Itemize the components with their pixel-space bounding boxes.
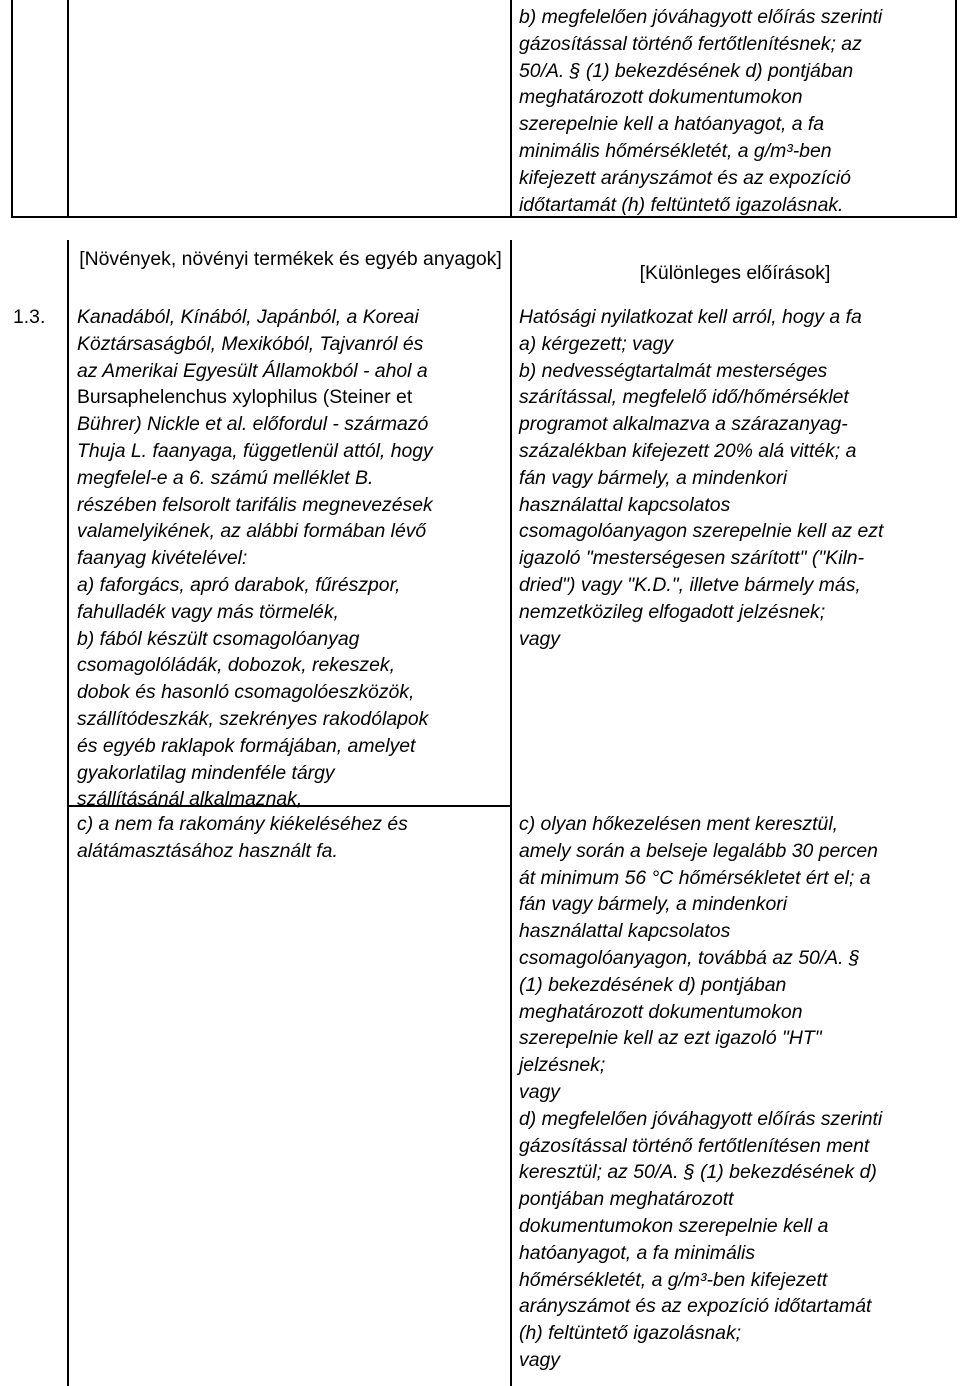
middle-line: alátámasztásához használt fa. <box>77 839 338 862</box>
middle-line: fahulladék vagy más törmelék, <box>77 600 339 623</box>
middle-line: b) fából készült csomagolóanyag <box>77 627 360 650</box>
top-right-line: kifejezett arányszámot és az expozíció <box>519 166 851 189</box>
right-cell-text-c <box>519 811 882 1374</box>
middle-line: faanyag kivételével: <box>77 547 248 570</box>
right-line: meghatározott dokumentumokon <box>519 1000 803 1023</box>
middle-line: gyakorlatilag mindenféle tárgy <box>77 761 335 784</box>
middle-cell-text-c <box>77 811 408 865</box>
right-line: dried") vagy "K.D.", illetve bármely más, <box>519 573 861 596</box>
row-number-text: 1.3. <box>13 306 46 328</box>
right-line: fán vagy bármely, a mindenkori <box>519 466 788 489</box>
right-line: szárítással, megfelelő idő/hőmérséklet <box>519 386 849 409</box>
middle-line: szállítódeszkák, szekrényes rakodólapok <box>77 707 429 730</box>
middle-line: megfelel-e a 6. számú melléklet B. <box>77 466 374 489</box>
right-line: szerepelnie kell az ezt igazoló "HT" <box>519 1027 822 1050</box>
column-divider-1-lower <box>67 240 69 1386</box>
top-right-line: gázosítással történő fertőtlenítésnek; az <box>519 32 862 55</box>
right-cell-text-a <box>519 304 883 652</box>
middle-cell-text <box>77 304 433 813</box>
right-line: használattal kapcsolatos <box>519 920 731 943</box>
right-column-header <box>515 260 955 287</box>
right-line: hatóanyagot, a fa minimális <box>519 1241 756 1264</box>
middle-line: szállításánál alkalmaznak, <box>77 788 303 811</box>
middle-line: a) faforgács, apró darabok, fűrészpor, <box>77 573 401 596</box>
table-border-right <box>955 0 957 217</box>
middle-line: csomagolóládák, dobozok, rekeszek, <box>77 654 395 677</box>
row-number <box>13 304 45 331</box>
middle-line: részében felsorolt tarifális megnevezések <box>77 493 433 516</box>
right-line: dokumentumokon szerepelnie kell a <box>519 1214 829 1237</box>
middle-line: valamelyikének, az alábbi formában lévő <box>77 520 427 543</box>
table-border-left <box>11 0 13 217</box>
right-line: vagy <box>519 1348 560 1371</box>
middle-line: Kanadából, Kínából, Japánból, a Koreai <box>77 306 419 328</box>
top-right-cell <box>519 4 882 218</box>
right-line: amely során a belseje legalább 30 percen <box>519 839 878 862</box>
top-right-line: szerepelnie kell a hatóanyagot, a fa <box>519 113 825 136</box>
middle-line: dobok és hasonló csomagolóeszközök, <box>77 681 415 704</box>
right-line: b) nedvességtartalmát mesterséges <box>519 359 828 382</box>
right-line: keresztül; az 50/A. § (1) bekezdésének d) <box>519 1161 877 1184</box>
right-line: hőmérsékletét, a g/m³-ben kifejezett <box>519 1268 828 1291</box>
top-right-line: időtartamát (h) feltüntető igazolásnak. <box>519 193 844 216</box>
right-line: arányszámot és az expozíció időtartamát <box>519 1295 872 1318</box>
right-header-text: [Különleges előírások] <box>639 262 831 284</box>
right-line: jelzésnek; <box>519 1054 606 1077</box>
right-line: csomagolóanyagon szerepelnie kell az ezt <box>519 520 884 543</box>
right-line: Hatósági nyilatkozat kell arról, hogy a fa <box>519 306 862 328</box>
right-line: (1) bekezdésének d) pontjában <box>519 973 787 996</box>
right-line: csomagolóanyagon, továbbá az 50/A. § <box>519 946 860 969</box>
right-line: a) kérgezett; vagy <box>519 332 674 355</box>
right-line: vagy <box>519 627 560 650</box>
middle-line: Bursaphelenchus xylophilus (Steiner et <box>77 386 413 409</box>
right-line: pontjában meghatározott <box>519 1188 734 1211</box>
right-line: vagy <box>519 1080 560 1103</box>
middle-line: Köztársaságból, Mexikóból, Tajvanról és <box>77 332 424 355</box>
right-line: programot alkalmazva a szárazanyag- <box>519 413 848 436</box>
middle-line: Thuja L. faanyaga, függetlenül attól, hogy <box>77 439 433 462</box>
right-line: át minimum 56 °C hőmérsékletet ért el; a <box>519 866 871 889</box>
right-line: fán vagy bármely, a mindenkori <box>519 893 788 916</box>
right-line: nemzetközileg elfogadott jelzésnek; <box>519 600 826 623</box>
right-line: c) olyan hőkezelésen ment keresztül, <box>519 813 839 835</box>
column-divider-2 <box>510 0 512 217</box>
middle-line: Bührer) Nickle et al. előfordul - származó <box>77 413 429 436</box>
right-line: igazoló "mesterségesen szárított" ("Kiln- <box>519 547 865 570</box>
right-line: gázosítással történő fertőtlenítésen ment <box>519 1134 870 1157</box>
middle-line: az Amerikai Egyesült Államokból - ahol a <box>77 359 428 382</box>
column-divider-1 <box>67 0 69 217</box>
top-right-line: meghatározott dokumentumokon <box>519 86 803 109</box>
middle-column-header <box>78 246 503 273</box>
middle-line: c) a nem fa rakomány kiékeléséhez és <box>77 813 408 835</box>
right-line: (h) feltüntető igazolásnak; <box>519 1322 742 1345</box>
right-line: d) megfelelően jóváhagyott előírás szerinti <box>519 1107 883 1130</box>
middle-header-text: [Növények, növényi termékek és egyéb anyagok] <box>79 248 502 270</box>
right-line: használattal kapcsolatos <box>519 493 731 516</box>
top-right-line: minimális hőmérsékletét, a g/m³-ben <box>519 139 832 162</box>
top-right-line: b) megfelelően jóváhagyott előírás szerinti <box>519 6 883 28</box>
top-right-line: 50/A. § (1) bekezdésének d) pontjában <box>519 59 854 82</box>
right-line: százalékban kifejezett 20% alá vitték; a <box>519 439 857 462</box>
middle-line: és egyéb raklapok formájában, amelyet <box>77 734 416 757</box>
column-divider-2-lower <box>510 240 512 1386</box>
